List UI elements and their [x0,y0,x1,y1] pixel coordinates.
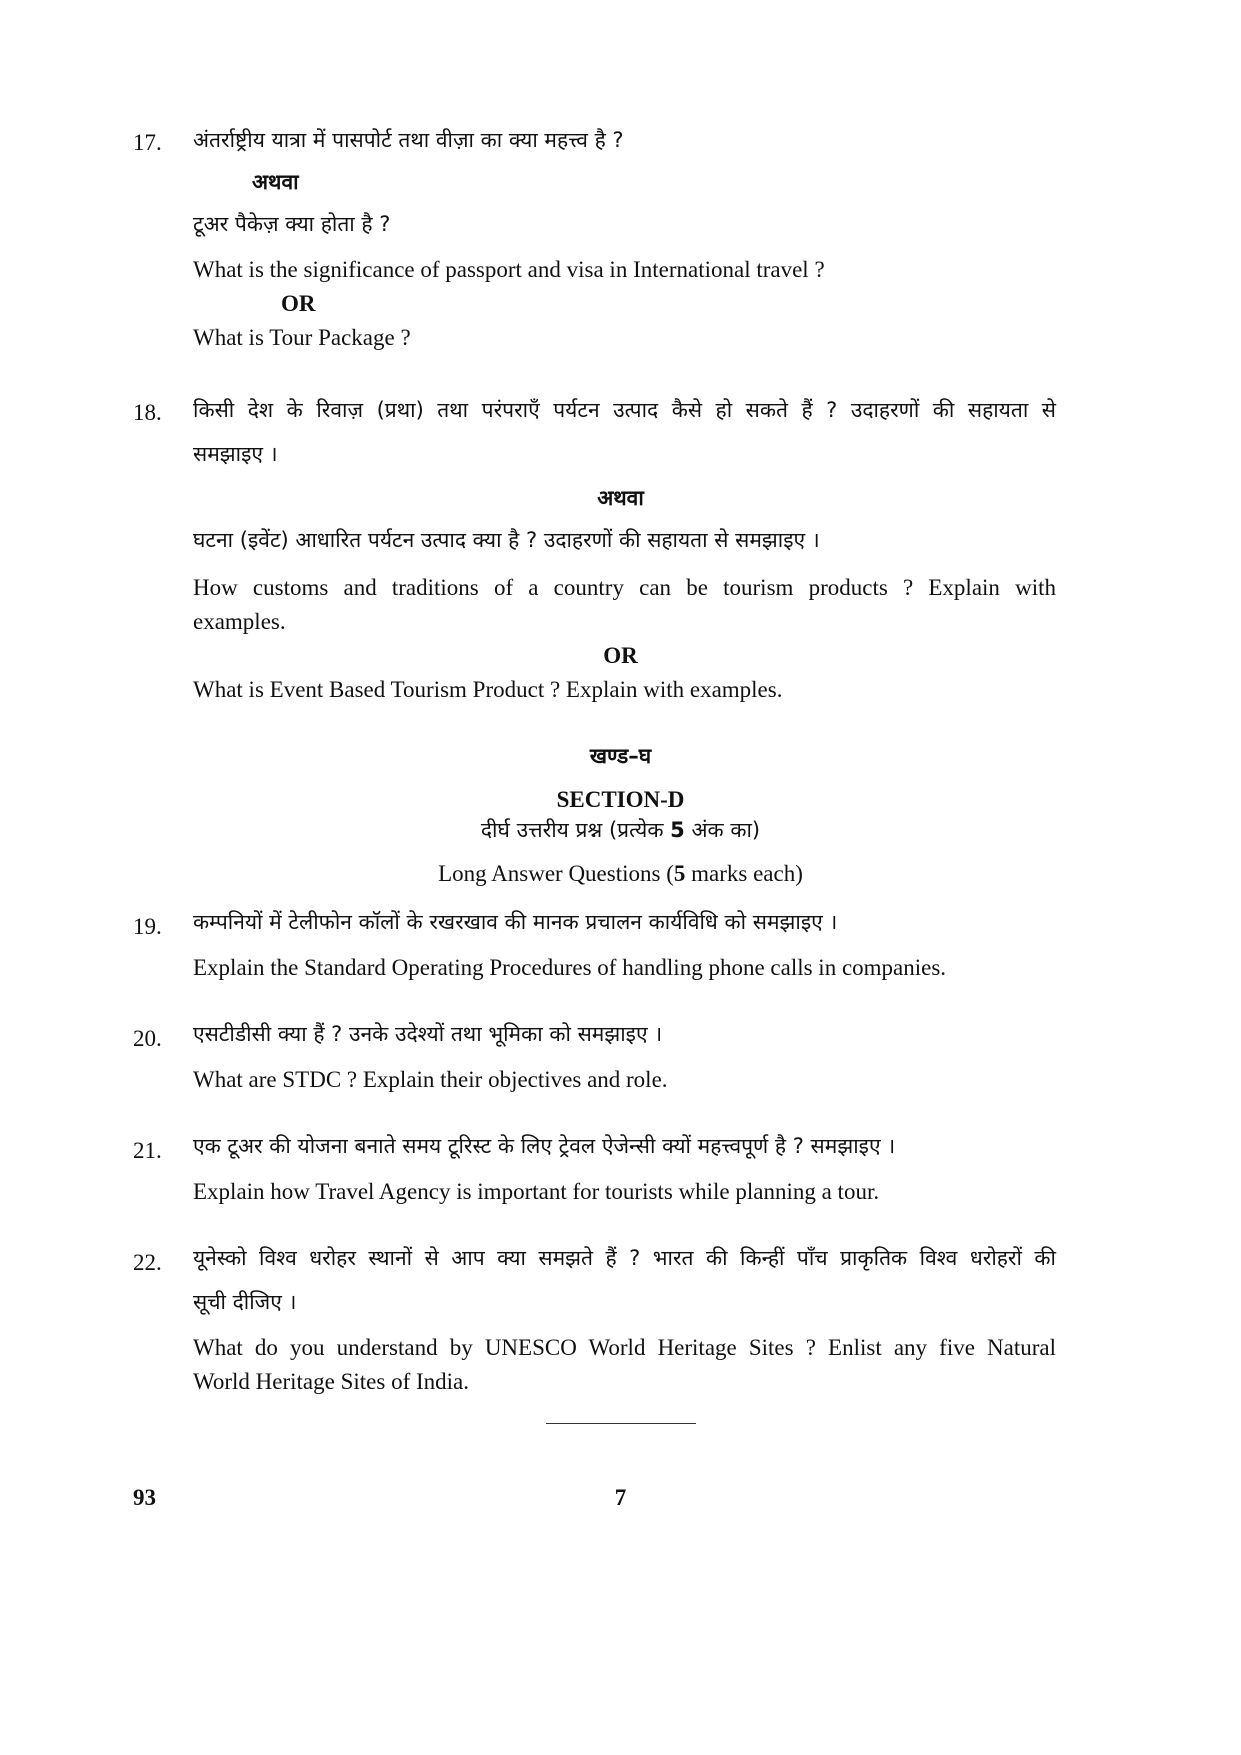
q18-hindi-line2: समझाइए । [193,442,278,466]
section-subtitle-english: Long Answer Questions (5 marks each) [438,861,803,886]
q22-hindi-line2: सूची दीजिए । [193,1290,297,1314]
q17-or-hindi: अथवा [252,170,299,194]
q18-or-english: OR [603,643,638,668]
q18-hindi-line1: किसी देश के रिवाज़ (प्रथा) तथा परंपराएँ पर्यटन उत्पाद कैसे हो सकते हैं ? उदाहरणों की सहायता से [193,398,1056,422]
end-of-paper-rule [546,1423,696,1424]
question-number-19: 19. [133,914,162,939]
question-number-20: 20. [133,1026,162,1051]
q22-hindi-line1: यूनेस्को विश्व धरोहर स्थानों से आप क्या समझते हैं ? भारत की किन्हीं पाँच प्राकृतिक विश्व धरोहरों की [193,1246,1056,1270]
q21-hindi: एक टूअर की योजना बनाते समय टूरिस्ट के लिए ट्रेवल ऐजेन्सी क्यों महत्त्वपूर्ण है ? समझाइए । [193,1134,896,1158]
question-number-21: 21. [133,1138,162,1163]
q19-hindi: कम्पनियों में टेलीफोन कॉलों के रखरखाव की मानक प्रचालन कार्यविधि को समझाइए । [193,910,838,934]
footer-paper-code: 93 [133,1485,156,1510]
question-number-17: 17. [133,130,162,155]
q22-english-line2: World Heritage Sites of India. [193,1369,469,1394]
q18-english-line2: examples. [193,609,286,634]
question-number-18: 18. [133,400,162,425]
q17-or-english: OR [281,291,316,316]
q20-english: What are STDC ? Explain their objectives and role. [193,1067,668,1092]
section-title-hindi: खण्ड–घ [589,744,652,768]
q20-hindi: एसटीडीसी क्या हैं ? उनके उदेश्यों तथा भूमिका को समझाइए । [193,1022,663,1046]
q18-alt-hindi: घटना (इवेंट) आधारित पर्यटन उत्पाद क्या है ? उदाहरणों की सहायता से समझाइए । [193,528,820,552]
q17-english: What is the significance of passport and visa in International travel ? [193,257,825,282]
q19-english: Explain the Standard Operating Procedures of handling phone calls in companies. [193,955,947,980]
q22-english-line1: What do you understand by UNESCO World Heritage Sites ? Enlist any five Natural [193,1335,1056,1360]
question-number-22: 22. [133,1250,162,1275]
q17-alt-english: What is Tour Package ? [193,325,411,350]
section-subtitle-hindi: दीर्घ उत्तरीय प्रश्न (प्रत्येक 5 अंक का) [480,818,761,842]
section-title-english: SECTION-D [556,787,685,812]
q17-hindi: अंतर्राष्ट्रीय यात्रा में पासपोर्ट तथा वीज़ा का क्या महत्त्व है ? [193,128,624,152]
q18-or-hindi: अथवा [597,486,644,510]
q18-english-line1: How customs and traditions of a country can be tourism products ? Explain with [193,575,1056,600]
q21-english: Explain how Travel Agency is important for tourists while planning a tour. [193,1179,880,1204]
q17-alt-hindi: टूअर पैकेज़ क्या होता है ? [193,212,391,236]
q18-alt-english: What is Event Based Tourism Product ? Explain with examples. [193,677,783,702]
footer-page-number: 7 [614,1485,627,1510]
